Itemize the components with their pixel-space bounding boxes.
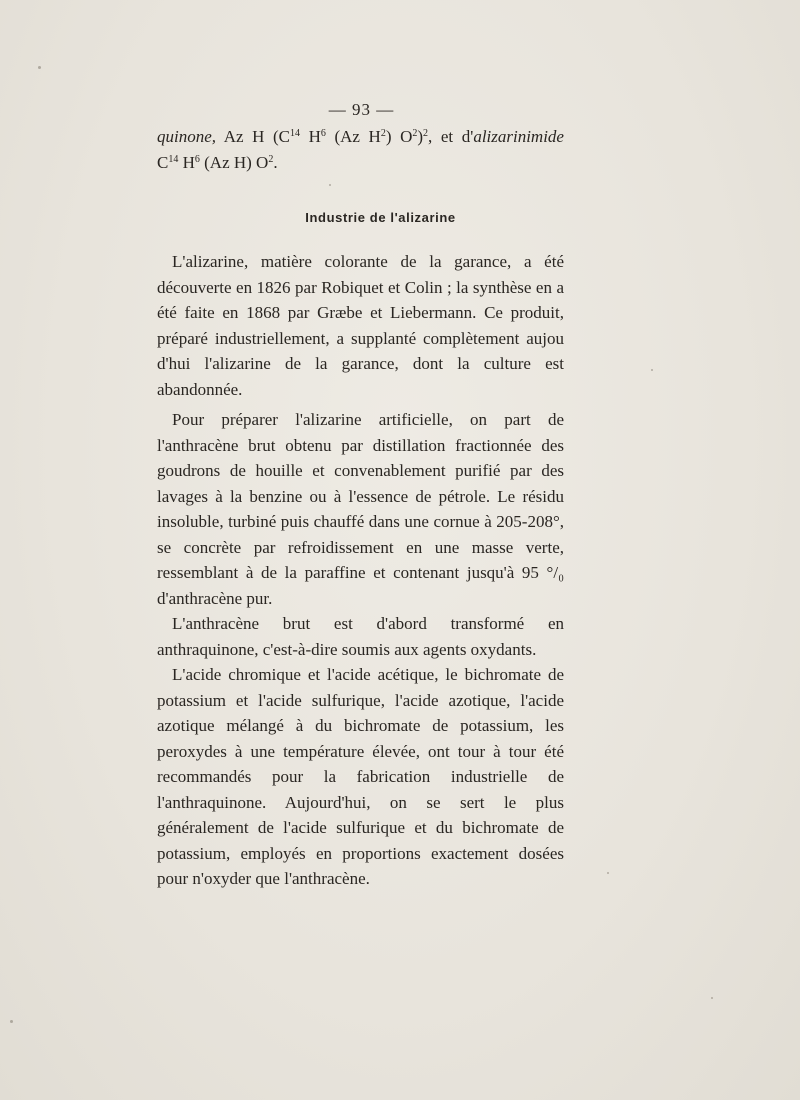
body-text (157, 249, 564, 892)
paper-speck (607, 872, 609, 874)
paper-speck (329, 184, 331, 186)
paper-speck (10, 1020, 13, 1023)
italic-term: alizarinimide (473, 127, 564, 146)
italic-term: quinone, (157, 127, 217, 146)
paper-speck (38, 66, 41, 69)
section-heading: Industrie de l'alizarine (305, 210, 456, 225)
formula-line: quinone, Az H ($C^{14}$ $H^6$ (Az $H^2$) $O^2)^2$, et d'alizarinimide (157, 127, 564, 146)
paragraph: L'anthracène brut est d'abord transformé en anthraquinone, c'est-à-dire soumis aux agents oxydants. (157, 614, 564, 659)
paragraph: L'acide chromique et l'acide acétique, le bichromate de potassium et l'acide sulfurique, l'acide azotique, l'acide azotique mélangé à du bichromate de potassium, les peroxydes à une température élevée, ont tour à tour été recommandés pour la fabrication industrielle de l'anthraquinone. Aujourd'hui, on se sert le plus généralement de l'acide sulfurique et du bichromate de potassium, employés en proportions exactement dosées pour n'oxyder que l'anthracène. (157, 665, 564, 888)
paper-speck (651, 369, 653, 371)
page-number: — 93 — (328, 100, 395, 119)
formula-line: $C^{14}$ $H^6$ (Az H) $O^2$. (157, 152, 278, 172)
paragraph: Pour préparer l'alizarine artificielle, on part de l'anthracène brut obtenu par distillation fractionnée des goudrons de houille et convenablement purifié par des lavages à la benzine ou à l'essence de pétrole. Le résidu insoluble, turbiné puis chauffé dans une cornue à 205-208°, se concrète par refroidissement en une masse verte, ressemblant à de la paraffine et contenant jusqu'à 95 °/₀ d'anthracène pur. (157, 410, 564, 608)
formula-continuation (157, 124, 564, 175)
paper-speck (711, 997, 713, 999)
paragraph: L'alizarine, matière colorante de la garance, a été découverte en 1826 par Robiquet et Colin ; la synthèse en a été faite en 1868 par Græbe et Liebermann. Ce produit, préparé industriellement, a supplanté complètement aujou d'hui l'alizarine de la garance, dont la culture est abandonnée. (157, 252, 564, 399)
